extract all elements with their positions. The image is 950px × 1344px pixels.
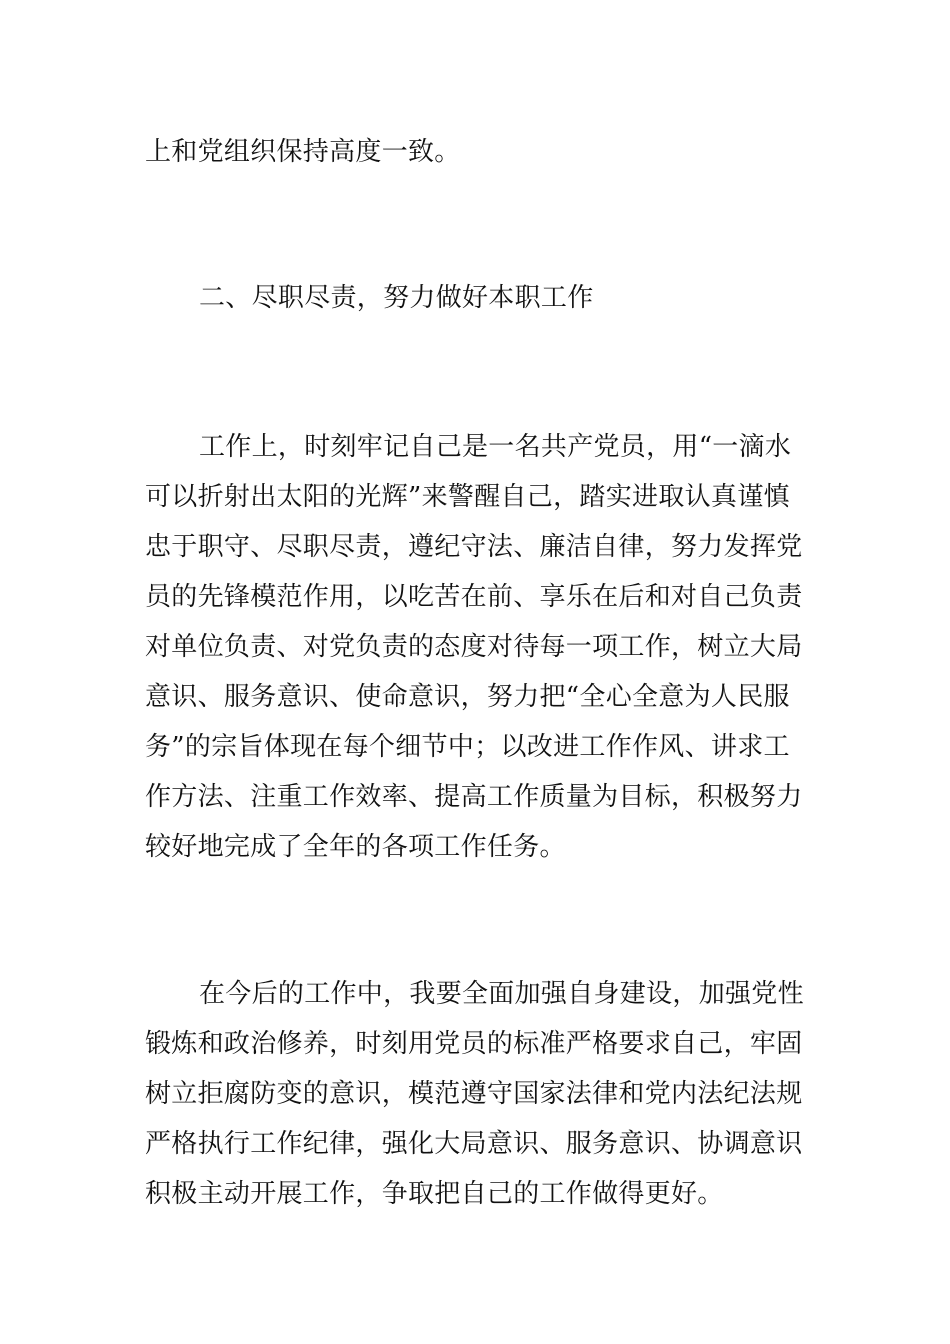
paragraph-2-line-9: 较好地完成了全年的各项工作任务。: [145, 832, 566, 862]
paragraph-2-line-1: 工作上，时刻牢记自己是一名共产党员，用“一滴水: [199, 432, 792, 462]
paragraph-2-line-2: 可以折射出太阳的光辉”来警醒自己，踏实进取认真谨慎: [145, 482, 790, 512]
paragraph-2-line-5: 对单位负责、对党负责的态度对待每一项工作，树立大局: [145, 632, 803, 662]
paragraph-2-line-3: 忠于职守、尽职尽责，遵纪守法、廉洁自律，努力发挥党: [145, 532, 803, 562]
paragraph-2-line-8: 作方法、注重工作效率、提高工作质量为目标，积极努力: [145, 782, 803, 812]
paragraph-2-line-6: 意识、服务意识、使命意识，努力把“全心全意为人民服: [145, 682, 790, 712]
paragraph-2-line-7: 务”的宗旨体现在每个细节中；以改进工作作风、讲求工: [145, 732, 790, 762]
paragraph-3-line-5: 积极主动开展工作，争取把自己的工作做得更好。: [145, 1179, 724, 1209]
paragraph-3-line-1: 在今后的工作中，我要全面加强自身建设，加强党性: [199, 979, 804, 1009]
paragraph-3-line-4: 严格执行工作纪律，强化大局意识、服务意识、协调意识: [145, 1129, 803, 1159]
paragraph-2-line-4: 员的先锋模范作用，以吃苦在前、享乐在后和对自己负责: [145, 582, 803, 612]
paragraph-3-line-3: 树立拒腐防变的意识，模范遵守国家法律和党内法纪法规: [145, 1079, 803, 1109]
paragraph-3-line-2: 锻炼和政治修养，时刻用党员的标准严格要求自己，牢固: [145, 1029, 803, 1059]
paragraph-1-line-1: 上和党组织保持高度一致。: [145, 137, 461, 167]
section-heading-2: 二、尽职尽责，努力做好本职工作: [199, 283, 594, 313]
